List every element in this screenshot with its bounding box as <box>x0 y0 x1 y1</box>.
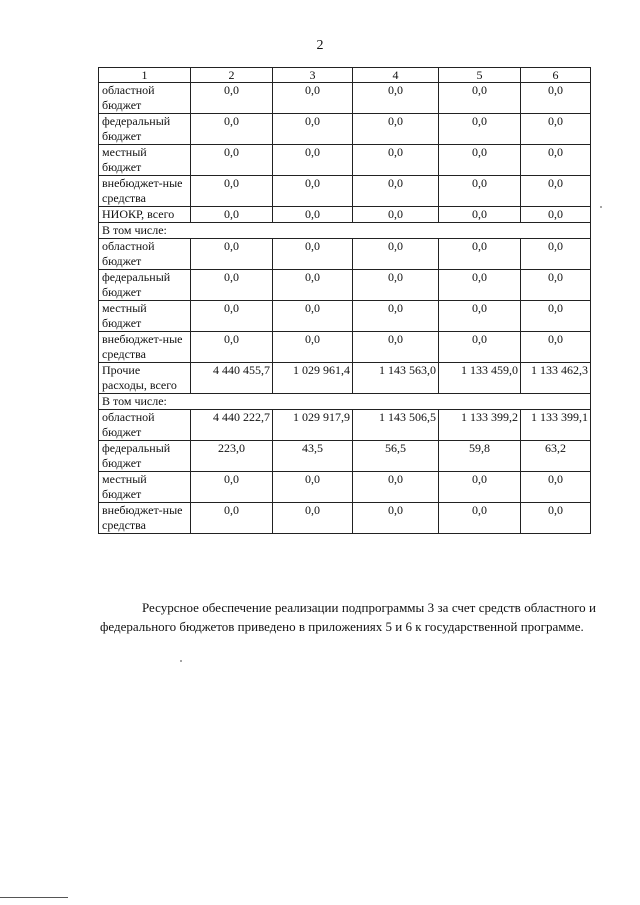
table-row <box>99 114 591 145</box>
table-body <box>99 83 591 534</box>
table-cell-value: 4 440 455,7 <box>191 363 273 394</box>
table-cell-value: 223,0 <box>191 441 273 472</box>
table-cell-value: 0,0 <box>353 145 439 176</box>
table-cell-value: 0,0 <box>273 207 353 223</box>
table-cell-value: 0,0 <box>191 83 273 114</box>
table-cell-value: 0,0 <box>521 145 591 176</box>
table-row <box>99 270 591 301</box>
table-cell-value: 0,0 <box>273 301 353 332</box>
table-cell-value: 0,0 <box>273 270 353 301</box>
table-cell-value: 0,0 <box>273 332 353 363</box>
row-label: областной бюджет <box>99 410 191 441</box>
table-cell-value: 0,0 <box>191 270 273 301</box>
column-header: 3 <box>273 68 353 83</box>
table-cell-value: 0,0 <box>353 239 439 270</box>
table-cell-value: 43,5 <box>273 441 353 472</box>
table-cell-value: 1 143 506,5 <box>353 410 439 441</box>
table-cell-value: 0,0 <box>439 83 521 114</box>
table-cell-value: 0,0 <box>439 114 521 145</box>
table-cell-value: 1 029 961,4 <box>273 363 353 394</box>
row-label: федеральный бюджет <box>99 270 191 301</box>
table-row <box>99 410 591 441</box>
table-cell-value: 0,0 <box>353 472 439 503</box>
column-header: 5 <box>439 68 521 83</box>
table-cell-value: 0,0 <box>191 332 273 363</box>
row-label: областной бюджет <box>99 83 191 114</box>
table-cell-value: 0,0 <box>353 176 439 207</box>
row-label: федеральный бюджет <box>99 114 191 145</box>
row-label: Прочие расходы, всего <box>99 363 191 394</box>
table-cell-value: 0,0 <box>439 145 521 176</box>
table-cell-value: 0,0 <box>353 301 439 332</box>
table-cell-value: 0,0 <box>353 83 439 114</box>
table-cell-value: 0,0 <box>353 270 439 301</box>
table-row <box>99 83 591 114</box>
table-subheading-row <box>99 394 591 410</box>
table-cell-value: 0,0 <box>273 145 353 176</box>
row-label: НИОКР, всего <box>99 207 191 223</box>
table-cell-value: 0,0 <box>191 301 273 332</box>
table-header-row <box>99 68 591 83</box>
table-cell-value: 0,0 <box>521 301 591 332</box>
table-row <box>99 363 591 394</box>
table-cell-value: 0,0 <box>353 332 439 363</box>
table-row <box>99 301 591 332</box>
page-number: 2 <box>316 38 324 53</box>
table-row <box>99 332 591 363</box>
table-cell-value: 0,0 <box>191 114 273 145</box>
row-subheading: В том числе: <box>99 223 591 239</box>
table-cell-value: 0,0 <box>439 239 521 270</box>
row-label: федеральный бюджет <box>99 441 191 472</box>
budget-table <box>98 67 591 534</box>
row-label: внебюджет-ные средства <box>99 176 191 207</box>
row-label: местный бюджет <box>99 301 191 332</box>
table-row <box>99 441 591 472</box>
table-cell-value: 0,0 <box>273 472 353 503</box>
row-label: внебюджет-ные средства <box>99 332 191 363</box>
table-row <box>99 207 591 223</box>
row-label: местный бюджет <box>99 472 191 503</box>
table-cell-value: 0,0 <box>521 239 591 270</box>
table-cell-value: 0,0 <box>521 332 591 363</box>
table-row <box>99 503 591 534</box>
table-cell-value: 0,0 <box>439 176 521 207</box>
body-paragraph: Ресурсное обеспечение реализации подпрограммы 3 за счет средств областного и федерального бюджетов приведено в приложениях 5 и 6 к государственной программе. <box>100 600 596 634</box>
table-cell-value: 0,0 <box>353 114 439 145</box>
table-cell-value: 0,0 <box>273 114 353 145</box>
table-cell-value: 0,0 <box>273 176 353 207</box>
footer-rule <box>0 897 68 898</box>
table-cell-value: 0,0 <box>439 472 521 503</box>
scan-speck <box>600 206 602 208</box>
column-header: 4 <box>353 68 439 83</box>
table-cell-value: 0,0 <box>521 503 591 534</box>
table-cell-value: 0,0 <box>521 83 591 114</box>
table-cell-value: 0,0 <box>353 207 439 223</box>
column-header: 1 <box>99 68 191 83</box>
row-label: местный бюджет <box>99 145 191 176</box>
table-cell-value: 0,0 <box>191 207 273 223</box>
table-cell-value: 1 133 459,0 <box>439 363 521 394</box>
table-row <box>99 176 591 207</box>
table-cell-value: 0,0 <box>521 176 591 207</box>
table-cell-value: 0,0 <box>191 145 273 176</box>
row-subheading: В том числе: <box>99 394 591 410</box>
table-cell-value: 0,0 <box>191 503 273 534</box>
table-cell-value: 0,0 <box>439 270 521 301</box>
table-cell-value: 1 029 917,9 <box>273 410 353 441</box>
row-label: областной бюджет <box>99 239 191 270</box>
table-cell-value: 0,0 <box>273 83 353 114</box>
table-cell-value: 59,8 <box>439 441 521 472</box>
table-cell-value: 0,0 <box>439 301 521 332</box>
table-cell-value: 1 143 563,0 <box>353 363 439 394</box>
table-cell-value: 0,0 <box>439 503 521 534</box>
scan-speck <box>180 660 182 662</box>
table-cell-value: 0,0 <box>191 472 273 503</box>
table-cell-value: 0,0 <box>191 239 273 270</box>
table-cell-value: 0,0 <box>521 114 591 145</box>
table-cell-value: 56,5 <box>353 441 439 472</box>
table-cell-value: 1 133 462,3 <box>521 363 591 394</box>
table-cell-value: 0,0 <box>353 503 439 534</box>
table-row <box>99 145 591 176</box>
table-cell-value: 63,2 <box>521 441 591 472</box>
table-cell-value: 0,0 <box>521 270 591 301</box>
table-row <box>99 239 591 270</box>
table-cell-value: 0,0 <box>521 472 591 503</box>
table-cell-value: 4 440 222,7 <box>191 410 273 441</box>
table-cell-value: 1 133 399,2 <box>439 410 521 441</box>
row-label: внебюджет-ные средства <box>99 503 191 534</box>
table-subheading-row <box>99 223 591 239</box>
column-header: 2 <box>191 68 273 83</box>
table-row <box>99 472 591 503</box>
table-cell-value: 0,0 <box>191 176 273 207</box>
table-cell-value: 0,0 <box>439 332 521 363</box>
table-cell-value: 1 133 399,1 <box>521 410 591 441</box>
table-cell-value: 0,0 <box>273 239 353 270</box>
table-cell-value: 0,0 <box>439 207 521 223</box>
table-cell-value: 0,0 <box>273 503 353 534</box>
table-cell-value: 0,0 <box>521 207 591 223</box>
column-header: 6 <box>521 68 591 83</box>
